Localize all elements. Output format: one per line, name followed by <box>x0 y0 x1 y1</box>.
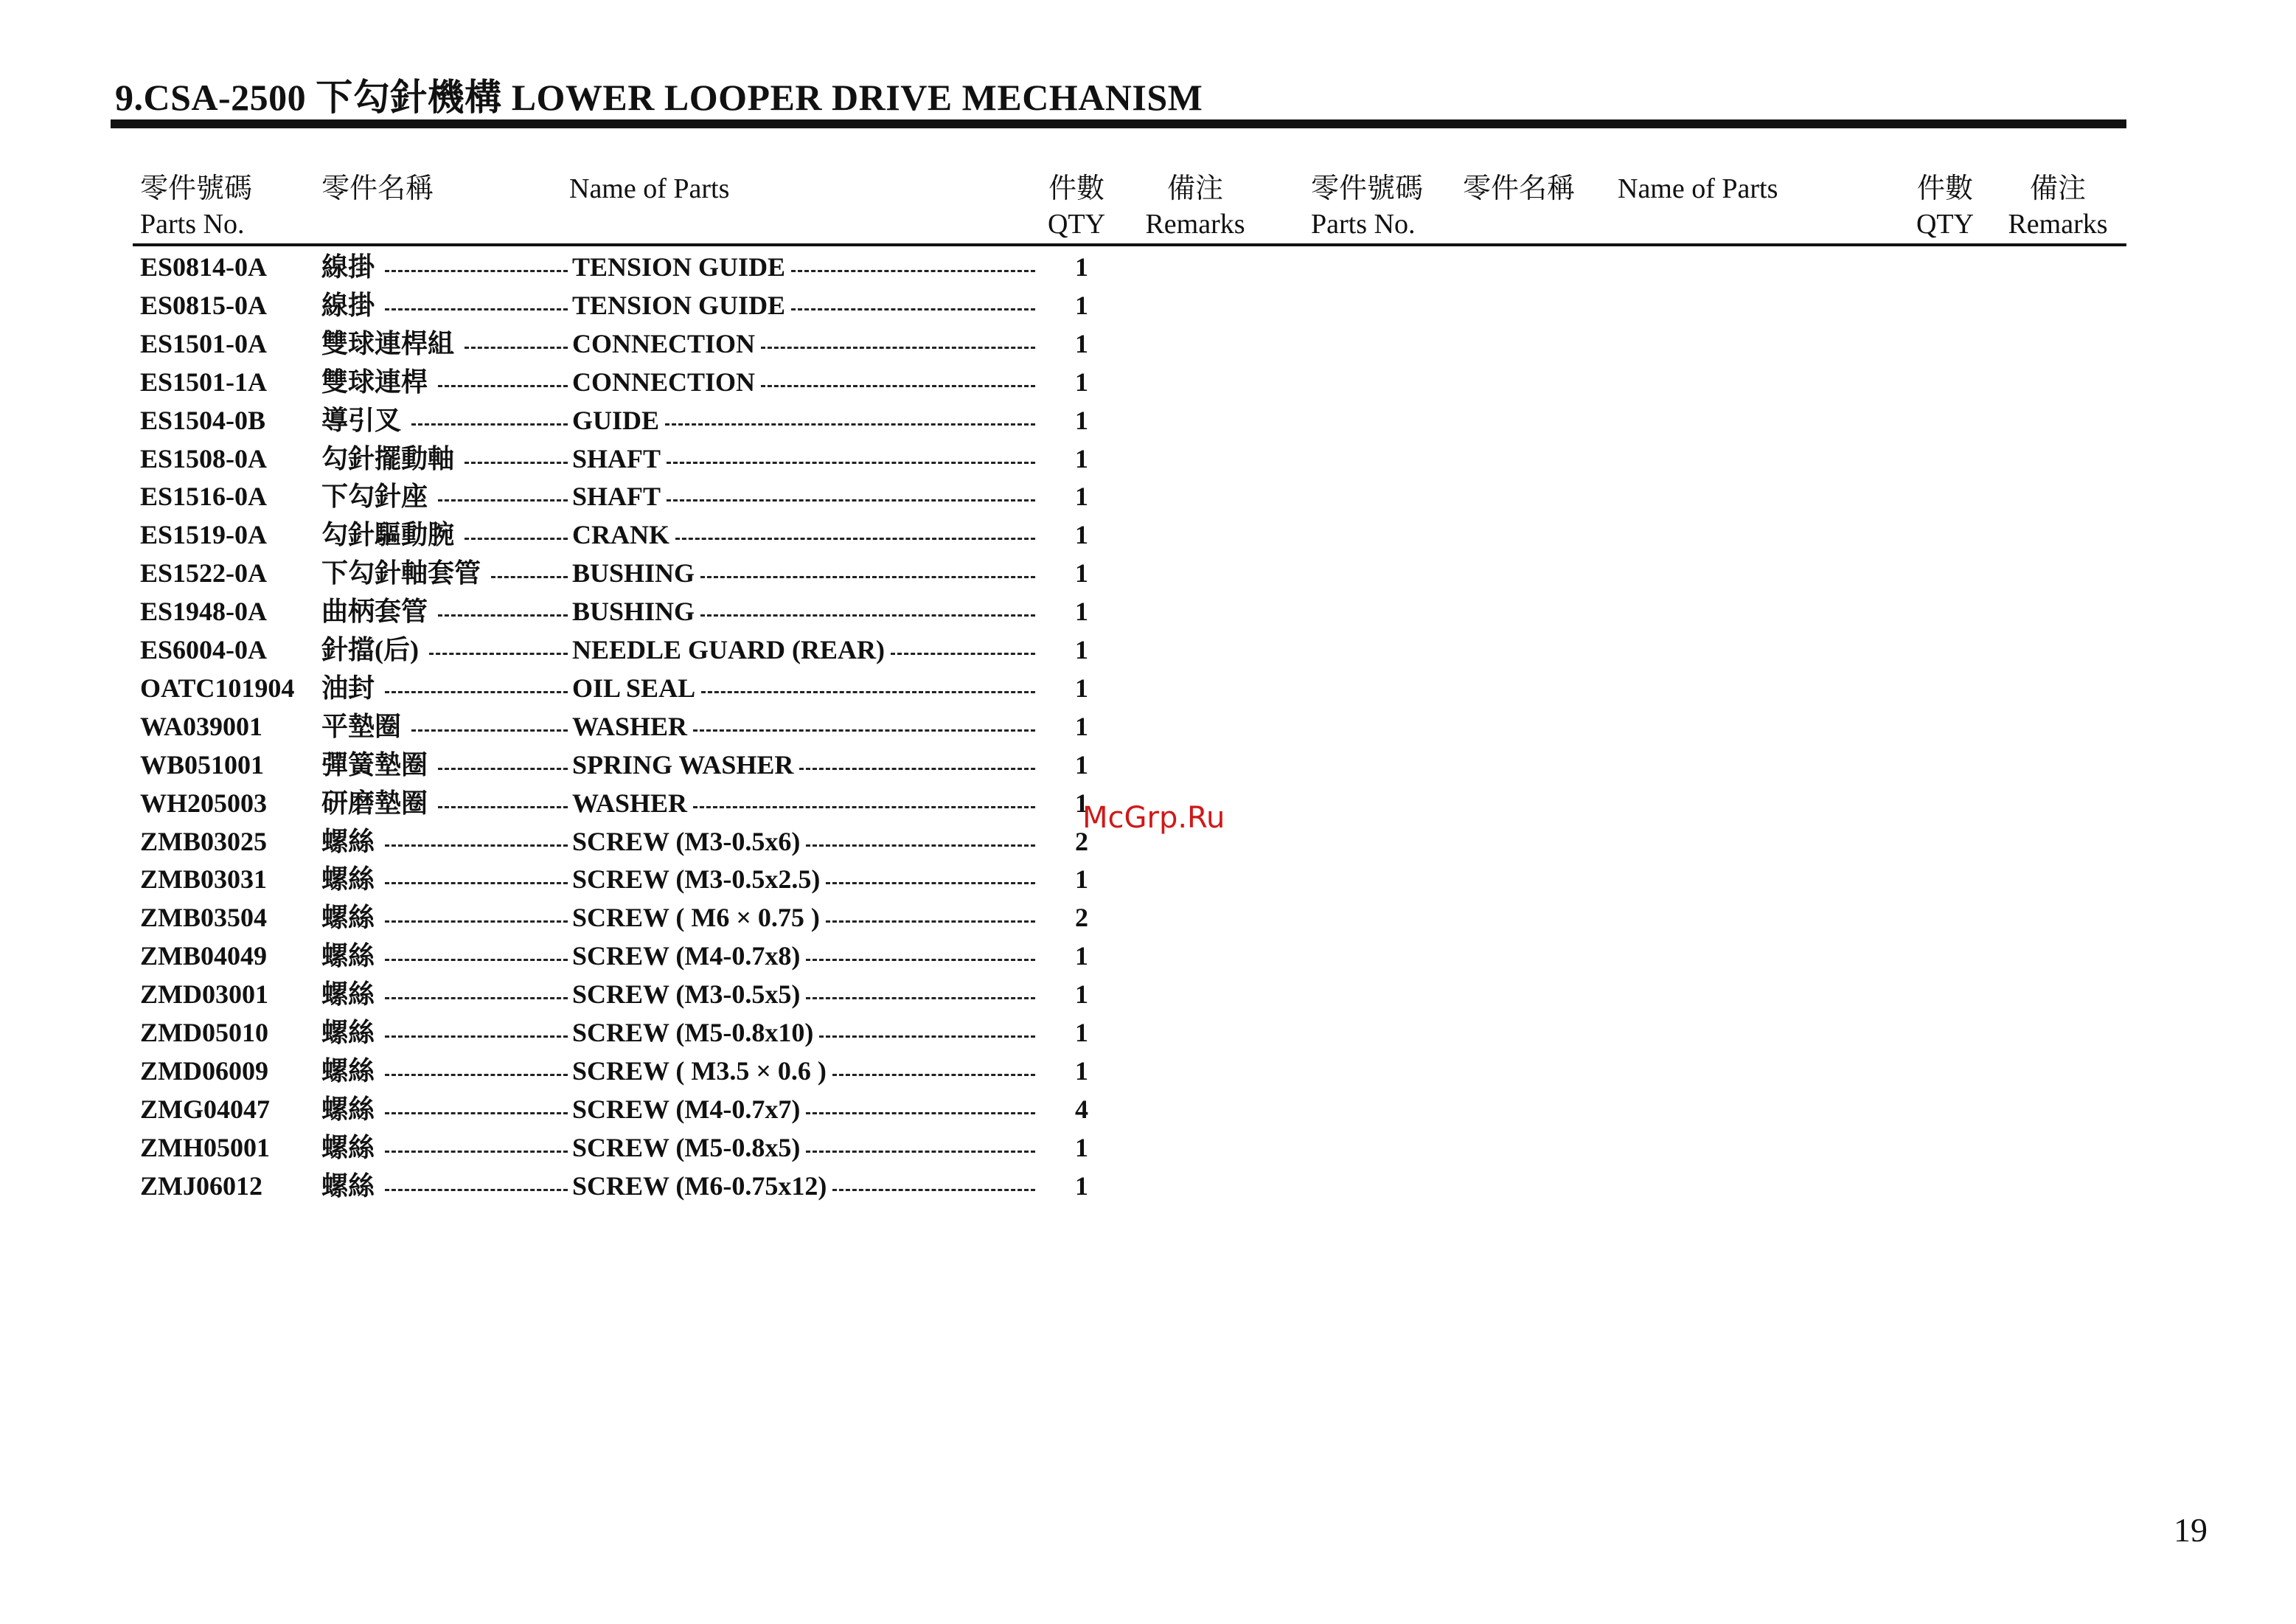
part-name-chinese: 螺絲 <box>321 1171 375 1201</box>
table-row <box>0 707 1121 746</box>
part-name-chinese: 油封 <box>321 673 375 703</box>
part-number: ZMJ06012 <box>140 1171 262 1201</box>
part-name-english: SPRING WASHER <box>569 746 796 784</box>
part-quantity: 1 <box>1075 291 1088 320</box>
dot-leader <box>806 997 1035 999</box>
dot-leader <box>761 385 1035 387</box>
dot-leader <box>819 1035 1035 1038</box>
dot-leader <box>891 653 1035 655</box>
part-number: WB051001 <box>140 750 265 780</box>
part-name-chinese: 雙球連桿組 <box>321 329 455 358</box>
right-header-remarks <box>2003 171 2113 242</box>
part-number: ES1519-0A <box>140 520 268 549</box>
part-number: WH205003 <box>140 788 268 818</box>
table-row <box>0 1128 1121 1167</box>
dot-leader <box>385 959 568 961</box>
table-row <box>0 516 1121 554</box>
part-quantity: 1 <box>1075 673 1088 703</box>
right-header-name-zh <box>1463 171 1575 207</box>
dot-leader <box>385 1035 568 1038</box>
dot-leader <box>385 691 568 693</box>
table-row <box>0 401 1121 440</box>
part-quantity: 1 <box>1075 979 1088 1009</box>
dot-leader <box>385 844 568 847</box>
dot-leader <box>791 270 1035 272</box>
left-header-name-zh-label: 零件名稱 <box>321 173 434 204</box>
right-header-name-en-label: Name of Parts <box>1618 173 1778 204</box>
left-header-remarks <box>1140 171 1250 242</box>
part-name-chinese: 線掛 <box>321 252 375 282</box>
left-header-part-no-zh: 零件號碼 <box>140 173 253 204</box>
part-name-chinese: 螺絲 <box>321 979 375 1009</box>
dot-leader <box>700 614 1035 617</box>
part-quantity: 1 <box>1075 1171 1088 1201</box>
left-header-qty-en: QTY <box>1047 209 1106 240</box>
right-header-qty <box>1908 171 1982 242</box>
table-row <box>0 248 1121 286</box>
left-header-name-en <box>569 171 729 207</box>
part-name-chinese: 螺絲 <box>321 1018 375 1047</box>
right-header-name-en <box>1618 171 1778 207</box>
part-number: ES1522-0A <box>140 558 268 588</box>
dot-leader <box>675 538 1035 540</box>
dot-leader <box>832 1189 1035 1191</box>
dot-leader <box>700 576 1035 578</box>
dot-leader <box>385 882 568 884</box>
part-name-chinese: 曲柄套管 <box>321 597 428 626</box>
dot-leader <box>465 538 568 540</box>
title-english: LOWER LOOPER DRIVE MECHANISM <box>511 77 1203 118</box>
part-number: ES1948-0A <box>140 597 268 626</box>
dot-leader <box>438 499 568 502</box>
table-row <box>0 286 1121 325</box>
dot-leader <box>438 385 568 387</box>
part-number: ZMD06009 <box>140 1056 268 1086</box>
dot-leader <box>791 308 1035 310</box>
part-name-english: BUSHING <box>569 592 698 631</box>
part-name-chinese: 螺絲 <box>321 1133 375 1162</box>
part-name-chinese: 螺絲 <box>321 903 375 932</box>
part-quantity: 4 <box>1075 1094 1088 1124</box>
table-row <box>0 784 1121 822</box>
part-number: ES1508-0A <box>140 444 268 473</box>
dot-leader <box>761 347 1035 349</box>
part-number: ZMB03025 <box>140 827 268 856</box>
dot-leader <box>438 614 568 617</box>
dot-leader <box>806 1112 1035 1114</box>
table-row <box>0 592 1121 631</box>
table-row <box>0 822 1121 861</box>
part-name-chinese: 勾針擺動軸 <box>321 444 455 473</box>
dot-leader <box>411 423 568 426</box>
part-number: ZMG04047 <box>140 1094 270 1124</box>
table-row <box>0 1167 1121 1205</box>
dot-leader <box>411 729 568 732</box>
watermark: McGrp.Ru <box>1082 801 1225 835</box>
left-header-part-no-en: Parts No. <box>140 209 245 240</box>
part-name-english: CONNECTION <box>569 363 758 401</box>
part-quantity: 2 <box>1075 827 1088 856</box>
dot-leader <box>385 997 568 999</box>
part-name-chinese: 彈簧墊圈 <box>321 750 428 780</box>
dot-leader <box>806 844 1035 847</box>
part-quantity: 1 <box>1075 1056 1088 1086</box>
title-chinese: 下勾針機構 <box>316 77 502 118</box>
part-name-chinese: 螺絲 <box>321 941 375 971</box>
dot-leader <box>832 1074 1035 1076</box>
part-name-chinese: 螺絲 <box>321 827 375 856</box>
dot-leader <box>665 423 1035 426</box>
dot-leader <box>438 768 568 770</box>
part-quantity: 1 <box>1075 1133 1088 1162</box>
part-name-english: BUSHING <box>569 554 698 592</box>
part-quantity: 1 <box>1075 329 1088 358</box>
part-quantity: 1 <box>1075 635 1088 664</box>
part-quantity: 1 <box>1075 520 1088 549</box>
right-header-part-no-zh: 零件號碼 <box>1311 173 1424 204</box>
part-number: ES1501-0A <box>140 329 268 358</box>
right-header-part-no-en: Parts No. <box>1311 209 1416 240</box>
table-row <box>0 477 1121 516</box>
part-quantity: 1 <box>1075 482 1088 511</box>
page-number: 19 <box>2174 1511 2208 1549</box>
part-name-chinese: 導引叉 <box>321 406 402 435</box>
part-quantity: 1 <box>1075 788 1088 818</box>
right-header-qty-zh: 件數 <box>1916 173 1973 204</box>
table-row <box>0 937 1121 975</box>
part-name-chinese: 螺絲 <box>321 864 375 894</box>
right-header-name-zh-label: 零件名稱 <box>1463 173 1576 204</box>
dot-leader <box>826 882 1035 884</box>
dot-leader <box>491 576 568 578</box>
table-row <box>0 860 1121 898</box>
part-number: ES0814-0A <box>140 252 268 282</box>
part-quantity: 1 <box>1075 597 1088 626</box>
table-row <box>0 1013 1121 1052</box>
dot-leader <box>385 1074 568 1076</box>
part-quantity: 2 <box>1075 903 1088 932</box>
part-name-english: TENSION GUIDE <box>569 248 788 286</box>
dot-leader <box>806 1151 1035 1153</box>
right-header-qty-en: QTY <box>1916 209 1975 240</box>
dot-leader <box>385 1189 568 1191</box>
part-name-english: GUIDE <box>569 401 662 440</box>
part-name-chinese: 針擋(后) <box>321 635 419 664</box>
left-header-part-no <box>140 171 252 242</box>
part-name-chinese: 平墊圈 <box>321 712 402 741</box>
title-prefix: 9.CSA-2500 <box>115 77 307 118</box>
part-quantity: 1 <box>1075 712 1088 741</box>
part-name-english: SCREW ( M3.5 × 0.6 ) <box>569 1052 829 1090</box>
part-number: OATC101904 <box>140 673 295 703</box>
table-row <box>0 554 1121 592</box>
dot-leader <box>667 499 1035 502</box>
dot-leader <box>465 462 568 464</box>
dot-leader <box>385 1151 568 1153</box>
part-quantity: 1 <box>1075 444 1088 473</box>
table-row <box>0 631 1121 669</box>
dot-leader <box>701 691 1035 693</box>
table-row <box>0 1090 1121 1128</box>
part-name-english: SCREW ( M6 × 0.75 ) <box>569 898 823 937</box>
table-row <box>0 669 1121 707</box>
part-name-english: SHAFT <box>569 477 664 516</box>
part-number: ES0815-0A <box>140 291 268 320</box>
part-name-chinese: 線掛 <box>321 291 375 320</box>
right-header-part-no <box>1311 171 1423 242</box>
part-name-english: SCREW (M3-0.5x6) <box>569 822 803 861</box>
part-number: ES1501-1A <box>140 367 268 397</box>
part-quantity: 1 <box>1075 941 1088 971</box>
part-name-english: SHAFT <box>569 440 664 478</box>
part-quantity: 1 <box>1075 558 1088 588</box>
part-number: ZMB04049 <box>140 941 268 971</box>
table-row <box>0 1052 1121 1090</box>
dot-leader <box>667 462 1035 464</box>
part-quantity: 1 <box>1075 367 1088 397</box>
left-header-qty-zh: 件數 <box>1048 173 1104 204</box>
left-header-remarks-en: Remarks <box>1145 209 1245 240</box>
dot-leader <box>826 920 1035 923</box>
dot-leader <box>693 729 1035 732</box>
part-name-chinese: 勾針驅動腕 <box>321 520 455 549</box>
part-quantity: 1 <box>1075 252 1088 282</box>
dot-leader <box>806 959 1035 961</box>
right-header-remarks-en: Remarks <box>2008 209 2108 240</box>
part-number: ZMH05001 <box>140 1133 270 1162</box>
dot-leader <box>385 920 568 923</box>
part-name-english: CRANK <box>569 516 672 554</box>
part-name-english: SCREW (M3-0.5x5) <box>569 975 803 1013</box>
header-divider <box>133 243 2126 246</box>
part-name-chinese: 雙球連桿 <box>321 367 428 397</box>
left-header-remarks-zh: 備注 <box>1166 173 1223 204</box>
part-name-english: CONNECTION <box>569 325 758 363</box>
table-row <box>0 898 1121 937</box>
part-name-english: TENSION GUIDE <box>569 286 788 325</box>
part-quantity: 1 <box>1075 406 1088 435</box>
dot-leader <box>799 768 1035 770</box>
part-quantity: 1 <box>1075 864 1088 894</box>
table-row <box>0 746 1121 784</box>
dot-leader <box>438 806 568 808</box>
left-header-name-zh <box>321 171 434 207</box>
part-number: ZMB03504 <box>140 903 268 932</box>
dot-leader <box>385 270 568 272</box>
part-number: ES1516-0A <box>140 482 268 511</box>
part-name-chinese: 研磨墊圈 <box>321 788 428 818</box>
table-row <box>0 440 1121 478</box>
part-name-english: SCREW (M5-0.8x5) <box>569 1128 803 1167</box>
part-number: WA039001 <box>140 712 263 741</box>
part-name-chinese: 螺絲 <box>321 1056 375 1086</box>
part-number: ZMB03031 <box>140 864 268 894</box>
part-name-english: SCREW (M4-0.7x8) <box>569 937 803 975</box>
dot-leader <box>385 308 568 310</box>
part-number: ZMD05010 <box>140 1018 268 1047</box>
dot-leader <box>465 347 568 349</box>
table-row <box>0 975 1121 1013</box>
part-name-english: SCREW (M3-0.5x2.5) <box>569 860 823 898</box>
part-name-english: SCREW (M4-0.7x7) <box>569 1090 803 1128</box>
part-number: ZMD03001 <box>140 979 268 1009</box>
part-name-english: WASHER <box>569 784 690 822</box>
table-row <box>0 363 1121 401</box>
part-name-english: NEEDLE GUARD (REAR) <box>569 631 888 669</box>
part-number: ES6004-0A <box>140 635 268 664</box>
table-row <box>0 325 1121 363</box>
title-divider <box>111 119 2126 128</box>
dot-leader <box>385 1112 568 1114</box>
part-quantity: 1 <box>1075 750 1088 780</box>
part-name-english: WASHER <box>569 707 690 746</box>
part-name-chinese: 下勾針軸套管 <box>321 558 481 588</box>
page-title <box>115 68 1203 121</box>
left-header-qty <box>1040 171 1113 242</box>
part-name-chinese: 下勾針座 <box>321 482 428 511</box>
part-number: ES1504-0B <box>140 406 266 435</box>
part-name-english: OIL SEAL <box>569 669 698 707</box>
dot-leader <box>429 653 568 655</box>
part-name-chinese: 螺絲 <box>321 1094 375 1124</box>
part-name-english: SCREW (M6-0.75x12) <box>569 1167 829 1205</box>
part-quantity: 1 <box>1075 1018 1088 1047</box>
left-header-name-en-label: Name of Parts <box>569 173 730 204</box>
right-header-remarks-zh: 備注 <box>2029 173 2086 204</box>
dot-leader <box>693 806 1035 808</box>
part-name-english: SCREW (M5-0.8x10) <box>569 1013 816 1052</box>
